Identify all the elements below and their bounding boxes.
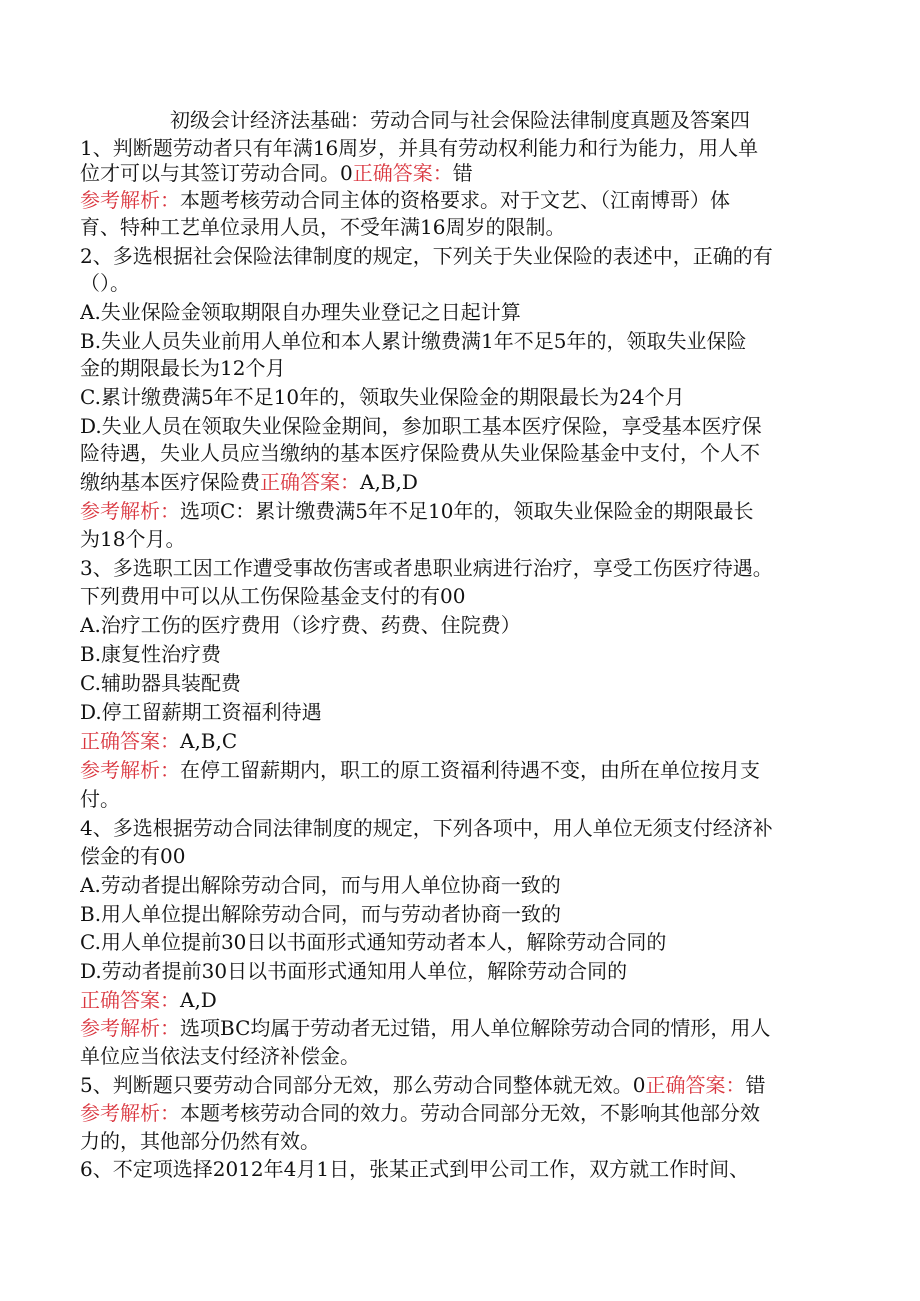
- option-2b-line-2: 金的期限最长为12个月: [80, 356, 286, 380]
- explanation-text: 本题考核劳动合同的效力。劳动合同部分无效，不影响其他部分效: [180, 1101, 760, 1125]
- answer-label: 正确答案：: [80, 988, 180, 1012]
- option-4b: B.用人单位提出解除劳动合同，而与劳动者协商一致的: [80, 902, 562, 926]
- option-2b-line-1: B.失业人员失业前用人单位和本人累计缴费满1年不足5年的，领取失业保险: [80, 329, 747, 353]
- explanation-3-line-1: [80, 756, 840, 785]
- answer-label: 正确答案：: [260, 470, 360, 494]
- explanation-text: 本题考核劳动合同主体的资格要求。对于文艺、（江南博哥）体: [180, 188, 730, 212]
- explanation-label: 参考解析：: [80, 499, 180, 523]
- explanation-2-line-1: [80, 497, 840, 526]
- option-2d-line-2: 险待遇，失业人员应当缴纳的基本医疗保险费从失业保险基金中支付，个人不: [80, 441, 760, 465]
- option-4c: C.用人单位提前30日以书面形式通知劳动者本人，解除劳动合同的: [80, 930, 667, 954]
- answer-value: A,D: [180, 988, 217, 1012]
- answer-value: 错: [452, 161, 473, 185]
- option-4a: A.劳动者提出解除劳动合同，而与用人单位协商一致的: [80, 873, 561, 897]
- option-2d-line-1: D.失业人员在领取失业保险金期间，参加职工基本医疗保险，享受基本医疗保: [80, 414, 762, 438]
- option-3a: A.治疗工伤的医疗费用（诊疗费、药费、住院费）: [80, 613, 521, 637]
- question-2-line-1: 2、多选根据社会保险法律制度的规定，下列关于失业保险的表述中，正确的有: [80, 244, 773, 268]
- explanation-4-line-1: [80, 1014, 840, 1043]
- answer-label: 正确答案：: [645, 1073, 746, 1097]
- answer-value: 错: [745, 1073, 766, 1097]
- explanation-text: 选项BC均属于劳动者无过错，用人单位解除劳动合同的情形，用人: [180, 1016, 771, 1040]
- answer-label: 正确答案：: [80, 729, 180, 753]
- answer-value: A,B,C: [180, 729, 238, 753]
- option-4d: D.劳动者提前30日以书面形式通知用人单位，解除劳动合同的: [80, 959, 628, 983]
- answer-label: 正确答案：: [352, 161, 453, 185]
- question-6-line-1: 6、不定项选择2012年4月1日，张某正式到甲公司工作，双方就工作时间、: [80, 1157, 750, 1181]
- question-5-line-1: [80, 1071, 840, 1100]
- explanation-2-line-2: 为18个月。: [80, 527, 186, 551]
- question-text: 5、判断题只要劳动合同部分无效，那么劳动合同整体就无效。0: [80, 1073, 646, 1097]
- explanation-5-line-2: 力的，其他部分仍然有效。: [80, 1129, 320, 1153]
- explanation-3-line-2: 付。: [80, 787, 120, 811]
- question-3-line-1: 3、多选职工因工作遭受事故伤害或者患职业病进行治疗，享受工伤医疗待遇。: [80, 556, 773, 580]
- option-3d: D.停工留薪期工资福利待遇: [80, 700, 322, 724]
- option-2a: A.失业保险金领取期限自办理失业登记之日起计算: [80, 300, 521, 324]
- explanation-label: 参考解析：: [80, 1016, 180, 1040]
- question-4-line-2: 偿金的有00: [80, 844, 186, 868]
- explanation-label: 参考解析：: [80, 188, 180, 212]
- question-1-line-1: 1、判断题劳动者只有年满16周岁，并具有劳动权利能力和行为能力，用人单: [80, 136, 759, 160]
- explanation-label: 参考解析：: [80, 1101, 180, 1125]
- option-3b: B.康复性治疗费: [80, 642, 222, 666]
- answer-4: [80, 986, 840, 1015]
- question-1-line-2: [80, 159, 840, 188]
- answer-value: A,B,D: [360, 470, 418, 494]
- document-title: 初级会计经济法基础：劳动合同与社会保险法律制度真题及答案四: [170, 108, 750, 132]
- explanation-5-line-1: [80, 1099, 840, 1128]
- explanation-1-line-2: 育、特种工艺单位录用人员，不受年满16周岁的限制。: [80, 215, 566, 239]
- option-2d-line-3: [80, 468, 840, 497]
- answer-3: [80, 727, 840, 756]
- option-2c: C.累计缴费满5年不足10年的，领取失业保险金的期限最长为24个月: [80, 385, 685, 409]
- explanation-4-line-2: 单位应当依法支付经济补偿金。: [80, 1044, 360, 1068]
- explanation-label: 参考解析：: [80, 758, 180, 782]
- explanation-1-line-1: [80, 186, 840, 215]
- explanation-text: 在停工留薪期内，职工的原工资福利待遇不变，由所在单位按月支: [180, 758, 760, 782]
- question-text: 位才可以与其签订劳动合同。0: [80, 161, 353, 185]
- question-2-line-2: （）。: [80, 271, 130, 295]
- option-text: 缴纳基本医疗保险费: [80, 470, 260, 494]
- explanation-text: 选项C：累计缴费满5年不足10年的，领取失业保险金的期限最长: [180, 499, 754, 523]
- question-4-line-1: 4、多选根据劳动合同法律制度的规定，下列各项中，用人单位无须支付经济补: [80, 816, 773, 840]
- question-3-line-2: 下列费用中可以从工伤保险基金支付的有00: [80, 584, 466, 608]
- option-3c: C.辅助器具装配费: [80, 671, 241, 695]
